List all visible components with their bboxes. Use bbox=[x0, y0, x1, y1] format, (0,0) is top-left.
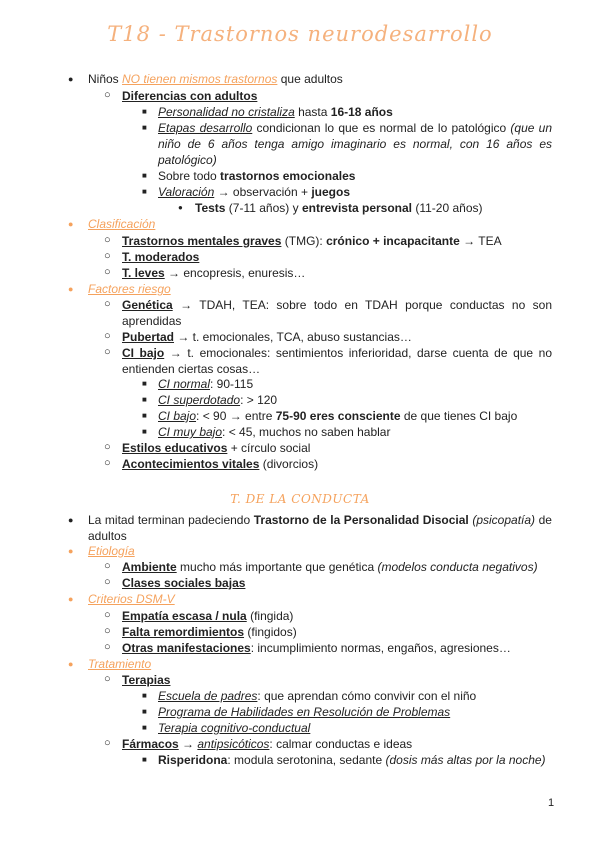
circle-bullet-icon: ○ bbox=[104, 234, 111, 246]
page-number: 1 bbox=[548, 797, 555, 809]
circle-bullet-icon: ○ bbox=[104, 737, 111, 749]
list-item: ○ Diferencias con adultos bbox=[104, 89, 258, 103]
page-title: T18 - Trastornos neurodesarrollo bbox=[107, 22, 493, 46]
circle-bullet-icon: ○ bbox=[104, 641, 111, 653]
list-item: ○ T. leves → encopresis, enuresis… bbox=[104, 266, 306, 280]
square-bullet-icon: ■ bbox=[142, 187, 147, 196]
circle-bullet-icon: ○ bbox=[104, 266, 111, 278]
circle-bullet-icon: ○ bbox=[104, 560, 111, 572]
circle-bullet-icon: ○ bbox=[104, 576, 111, 588]
list-item: ■ Programa de Habilidades en Resolución de Problemas bbox=[142, 705, 451, 719]
list-item: ○ Otras manifestaciones: incumplimiento normas, engaños, agresiones… bbox=[104, 641, 511, 655]
list-item: ■ Sobre todo trastornos emocionales bbox=[142, 169, 356, 183]
list-item: ● Criterios DSM-V bbox=[68, 592, 175, 606]
list-item: ■ Personalidad no cristaliza hasta 16-18 años bbox=[142, 105, 393, 119]
list-item: ■ Escuela de padres: que aprendan cómo convivir con el niño bbox=[142, 689, 477, 703]
list-item: ○ T. moderados bbox=[104, 250, 200, 264]
circle-bullet-icon: ○ bbox=[104, 609, 111, 621]
list-item: ● Niños NO tienen mismos trastornos que adultos bbox=[68, 72, 343, 86]
list-item: ○ Fármacos → antipsicóticos: calmar conductas e ideas bbox=[104, 737, 413, 751]
square-bullet-icon: ■ bbox=[142, 723, 147, 732]
list-item: ○ Ambiente mucho más importante que genética (modelos conducta negativos) bbox=[104, 560, 538, 574]
circle-bullet-icon: ○ bbox=[104, 457, 111, 469]
list-item: ● Factores riesgo bbox=[68, 282, 171, 296]
circle-bullet-icon: ○ bbox=[104, 298, 111, 310]
list-item: ■ Valoración → observación + juegos bbox=[142, 185, 350, 199]
square-bullet-icon: ■ bbox=[142, 427, 147, 436]
list-item: ● Tratamiento bbox=[68, 657, 152, 671]
bullet-icon: ● bbox=[68, 515, 74, 525]
list-item: ○ Pubertad → t. emocionales, TCA, abuso sustancias… bbox=[104, 330, 412, 344]
square-bullet-icon: ■ bbox=[142, 395, 147, 404]
list-item: ■ Risperidona: modula serotonina, sedante (dosis más altas por la noche) bbox=[142, 753, 546, 767]
list-item: ○ Empatía escasa / nula (fingida) bbox=[104, 609, 294, 623]
circle-bullet-icon: ○ bbox=[104, 673, 111, 685]
square-bullet-icon: ■ bbox=[142, 123, 147, 132]
list-item: ● Tests (7-11 años) y entrevista personal (11-20 años) bbox=[178, 201, 483, 215]
bullet-icon: ● bbox=[68, 594, 74, 604]
list-item: ■ Terapia cognitivo-conductual bbox=[142, 721, 311, 735]
bullet-icon: ● bbox=[68, 74, 74, 84]
square-bullet-icon: ■ bbox=[142, 379, 147, 388]
square-bullet-icon: ■ bbox=[142, 107, 147, 116]
square-bullet-icon: ■ bbox=[142, 707, 147, 716]
bullet-icon: ● bbox=[68, 546, 74, 556]
bullet-icon: ● bbox=[68, 219, 74, 229]
circle-bullet-icon: ○ bbox=[104, 441, 111, 453]
list-item: ○ Terapias bbox=[104, 673, 171, 687]
list-item: ● Etiología bbox=[68, 544, 135, 558]
bullet-icon: ● bbox=[178, 203, 183, 212]
circle-bullet-icon: ○ bbox=[104, 330, 111, 342]
bullet-icon: ● bbox=[68, 284, 74, 294]
list-item: ○ Genética → TDAH, TEA: sobre todo en TDAH porque conductas no son aprendidas bbox=[104, 298, 552, 328]
circle-bullet-icon: ○ bbox=[104, 89, 111, 101]
bullet-icon: ● bbox=[68, 659, 74, 669]
list-item: ■ Etapas desarrollo condicionan lo que es normal de lo patológico (que un niño de 6 años tenga amigo imaginario es normal, con 16 años es patológico) bbox=[142, 121, 553, 167]
list-item: ● Clasificación bbox=[68, 217, 156, 231]
list-item: ● La mitad terminan padeciendo Trastorno de la Personalidad Disocial (psicopatía) de adultos bbox=[68, 513, 552, 543]
list-item: ○ Trastornos mentales graves (TMG): crónico + incapacitante → TEA bbox=[104, 234, 502, 248]
list-item: ■ CI muy bajo: < 45, muchos no saben hablar bbox=[142, 425, 391, 439]
section-title: T. DE LA CONDUCTA bbox=[230, 492, 370, 506]
list-item: ○ Acontecimientos vitales (divorcios) bbox=[104, 457, 319, 471]
square-bullet-icon: ■ bbox=[142, 171, 147, 180]
circle-bullet-icon: ○ bbox=[104, 625, 111, 637]
list-item: ○ Falta remordimientos (fingidos) bbox=[104, 625, 297, 639]
square-bullet-icon: ■ bbox=[142, 755, 147, 764]
list-item: ■ CI bajo: < 90 → entre 75-90 eres consciente de que tienes CI bajo bbox=[142, 409, 518, 423]
list-item: ■ CI normal: 90-115 bbox=[142, 377, 254, 391]
circle-bullet-icon: ○ bbox=[104, 346, 111, 358]
list-item: ■ CI superdotado: > 120 bbox=[142, 393, 278, 407]
list-item: ○ Clases sociales bajas bbox=[104, 576, 246, 590]
list-item: ○ Estilos educativos + círculo social bbox=[104, 441, 311, 455]
circle-bullet-icon: ○ bbox=[104, 250, 111, 262]
list-item: ○ CI bajo → t. emocionales: sentimientos inferioridad, darse cuenta de que no entienden ciertas cosas… bbox=[104, 346, 552, 376]
square-bullet-icon: ■ bbox=[142, 411, 147, 420]
square-bullet-icon: ■ bbox=[142, 691, 147, 700]
